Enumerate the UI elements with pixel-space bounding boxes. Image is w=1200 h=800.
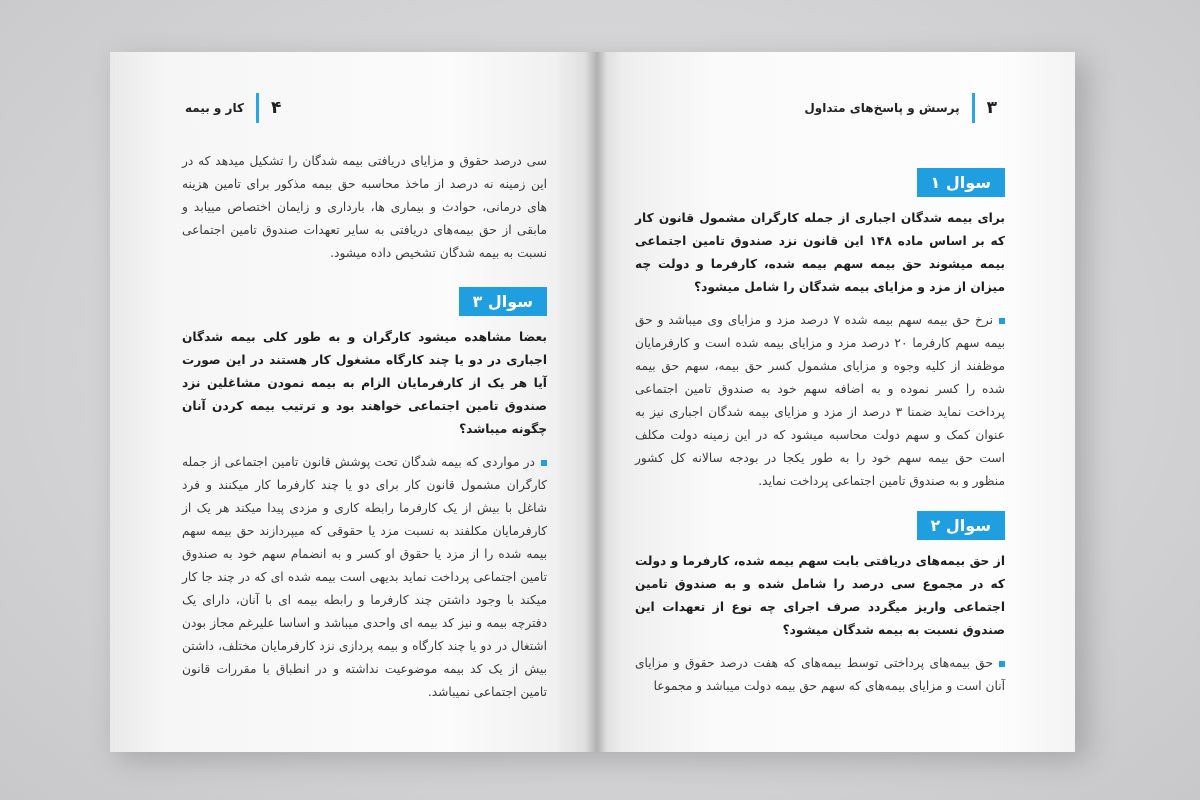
bullet-icon — [999, 661, 1005, 667]
header-divider — [256, 93, 259, 123]
left-page — [110, 52, 595, 752]
question-1-text: برای بیمه شدگان اجباری از جمله کارگران مشمول قانون کار که بر اساس ماده ۱۴۸ این قانون نزد صندوق تامین اجتماعی بیمه میشوند حق بیمه سهم بیمه شده، کارفرما و دولت چه میزان از مزد و مزایای بیمه شدگان را شامل میشود؟ — [635, 211, 1005, 294]
right-page-title: پرسش و پاسخ‌های متداول — [804, 101, 960, 115]
right-page — [595, 52, 1075, 752]
answer-1-text: نرخ حق بیمه سهم بیمه شده ۷ درصد مزد و مزایای وی میباشد و حق بیمه سهم کارفرما ۲۰ درصد مزد و مزایای بیمه شده است و کارفرمایان موظفند از کلیه وجوه و مزایای مشمول کسر حق بیمه، سهم حق بیمه شده را کسر نموده و به اضافه سهم خود به صندوق تامین اجتماعی پرداخت نماید ضمنا ۳ درصد از مزد و مزایای بیمه شدگان اجباری نیز به عنوان کمک و سهم دولت محاسبه میشود که در این زمینه دولت مکلف است حق بیمه سهم خود را به طور یکجا در بودجه سالانه کل کشور منظور و به صندوق تامین اجتماعی پرداخت نماید. — [635, 313, 1006, 488]
question-1-badge: سوال ۱ — [917, 168, 1005, 197]
left-page-content — [182, 150, 547, 714]
answer-3-text: در مواردی که بیمه شدگان تحت پوشش قانون تامین اجتماعی از جمله کارگران مشمول قانون کار برای دو یا چند کارفرما کار میکنند و فرد شاغل با بیش از یک کارفرما رابطه کاری و مزدی پیدا میکند هر یک از کارفرمایان مکلفند به نسبت مزد یا حقوقی که میپردازند حق بیمه سهم بیمه شده را از مزد یا حقوق او کسر و به انضمام سهم خود به صندوق تامین اجتماعی پرداخت نماید بدیهی است بیمه شده ای که در چند جا کار میکند با وجود داشتن چند کارفرما و رابطه بیمه ای با آنان، دارای یک دفترچه بیمه و نیز کد بیمه ای واحدی میباشد و اساسا علیرغم مجاز بودن اشتغال در دو یا چند کارگاه و بیمه پردازی نزد کارفرمایان مختلف، داشتن بیش از یک کد بیمه موضوعیت نداشته و در انطباق با مقررات قانون تامین اجتماعی نمیباشد. — [182, 455, 547, 699]
right-page-header — [804, 92, 997, 124]
left-page-title: کار و بیمه — [185, 101, 244, 115]
bullet-icon — [541, 460, 547, 466]
answer-2-text: حق بیمه‌های پرداختی توسط بیمه‌های که هفت درصد حقوق و مزایای آنان است و مزایای بیمه‌های که سهم حق بیمه دولت میباشد و مجموعا — [635, 656, 1005, 693]
book-spine — [585, 52, 607, 752]
bullet-icon — [999, 318, 1005, 324]
left-page-number: ۴ — [270, 98, 282, 118]
intro-paragraph: سی درصد حقوق و مزایای دریافتی بیمه شدگان را تشکیل میدهد که در این زمینه نه درصد از ماخذ محاسبه حق بیمه مذکور برای تامین هزینه های درمانی، حوادث و بیماری ها، بارداری و زایمان اختصاص مییابد و مابقی از حق بیمه‌های دریافتی به سایر تعهدات صندوق تامین اجتماعی نسبت به بیمه شدگان تشخیص داده میشود. — [182, 154, 547, 260]
answer-3 — [182, 451, 547, 704]
question-2-badge: سوال ۲ — [917, 511, 1005, 540]
answer-2 — [635, 652, 1005, 698]
question-3-badge: سوال ۳ — [459, 287, 547, 316]
right-page-content — [635, 160, 1005, 708]
right-page-number: ۳ — [986, 98, 997, 118]
header-divider — [972, 93, 975, 123]
answer-1 — [635, 309, 1005, 493]
left-page-header — [185, 92, 281, 124]
question-2-text: از حق بیمه‌های دریافتی بابت سهم بیمه شده، کارفرما و دولت که در مجموع سی درصد را شامل شده و به صندوق تامین اجتماعی واریز میگردد صرف اجرای چه نوع از تعهدات این صندوق نسبت به بیمه شدگان میشود؟ — [635, 554, 1005, 637]
question-3-text: بعضا مشاهده میشود کارگران و به طور کلی بیمه شدگان اجباری در دو یا چند کارگاه مشغول کار هستند در این صورت آیا هر یک از کارفرمایان الزام به بیمه نمودن مشاغلین نزد صندوق تامین اجتماعی خواهند بود و ترتیب بیمه کردن آنان چگونه میباشد؟ — [182, 330, 547, 436]
